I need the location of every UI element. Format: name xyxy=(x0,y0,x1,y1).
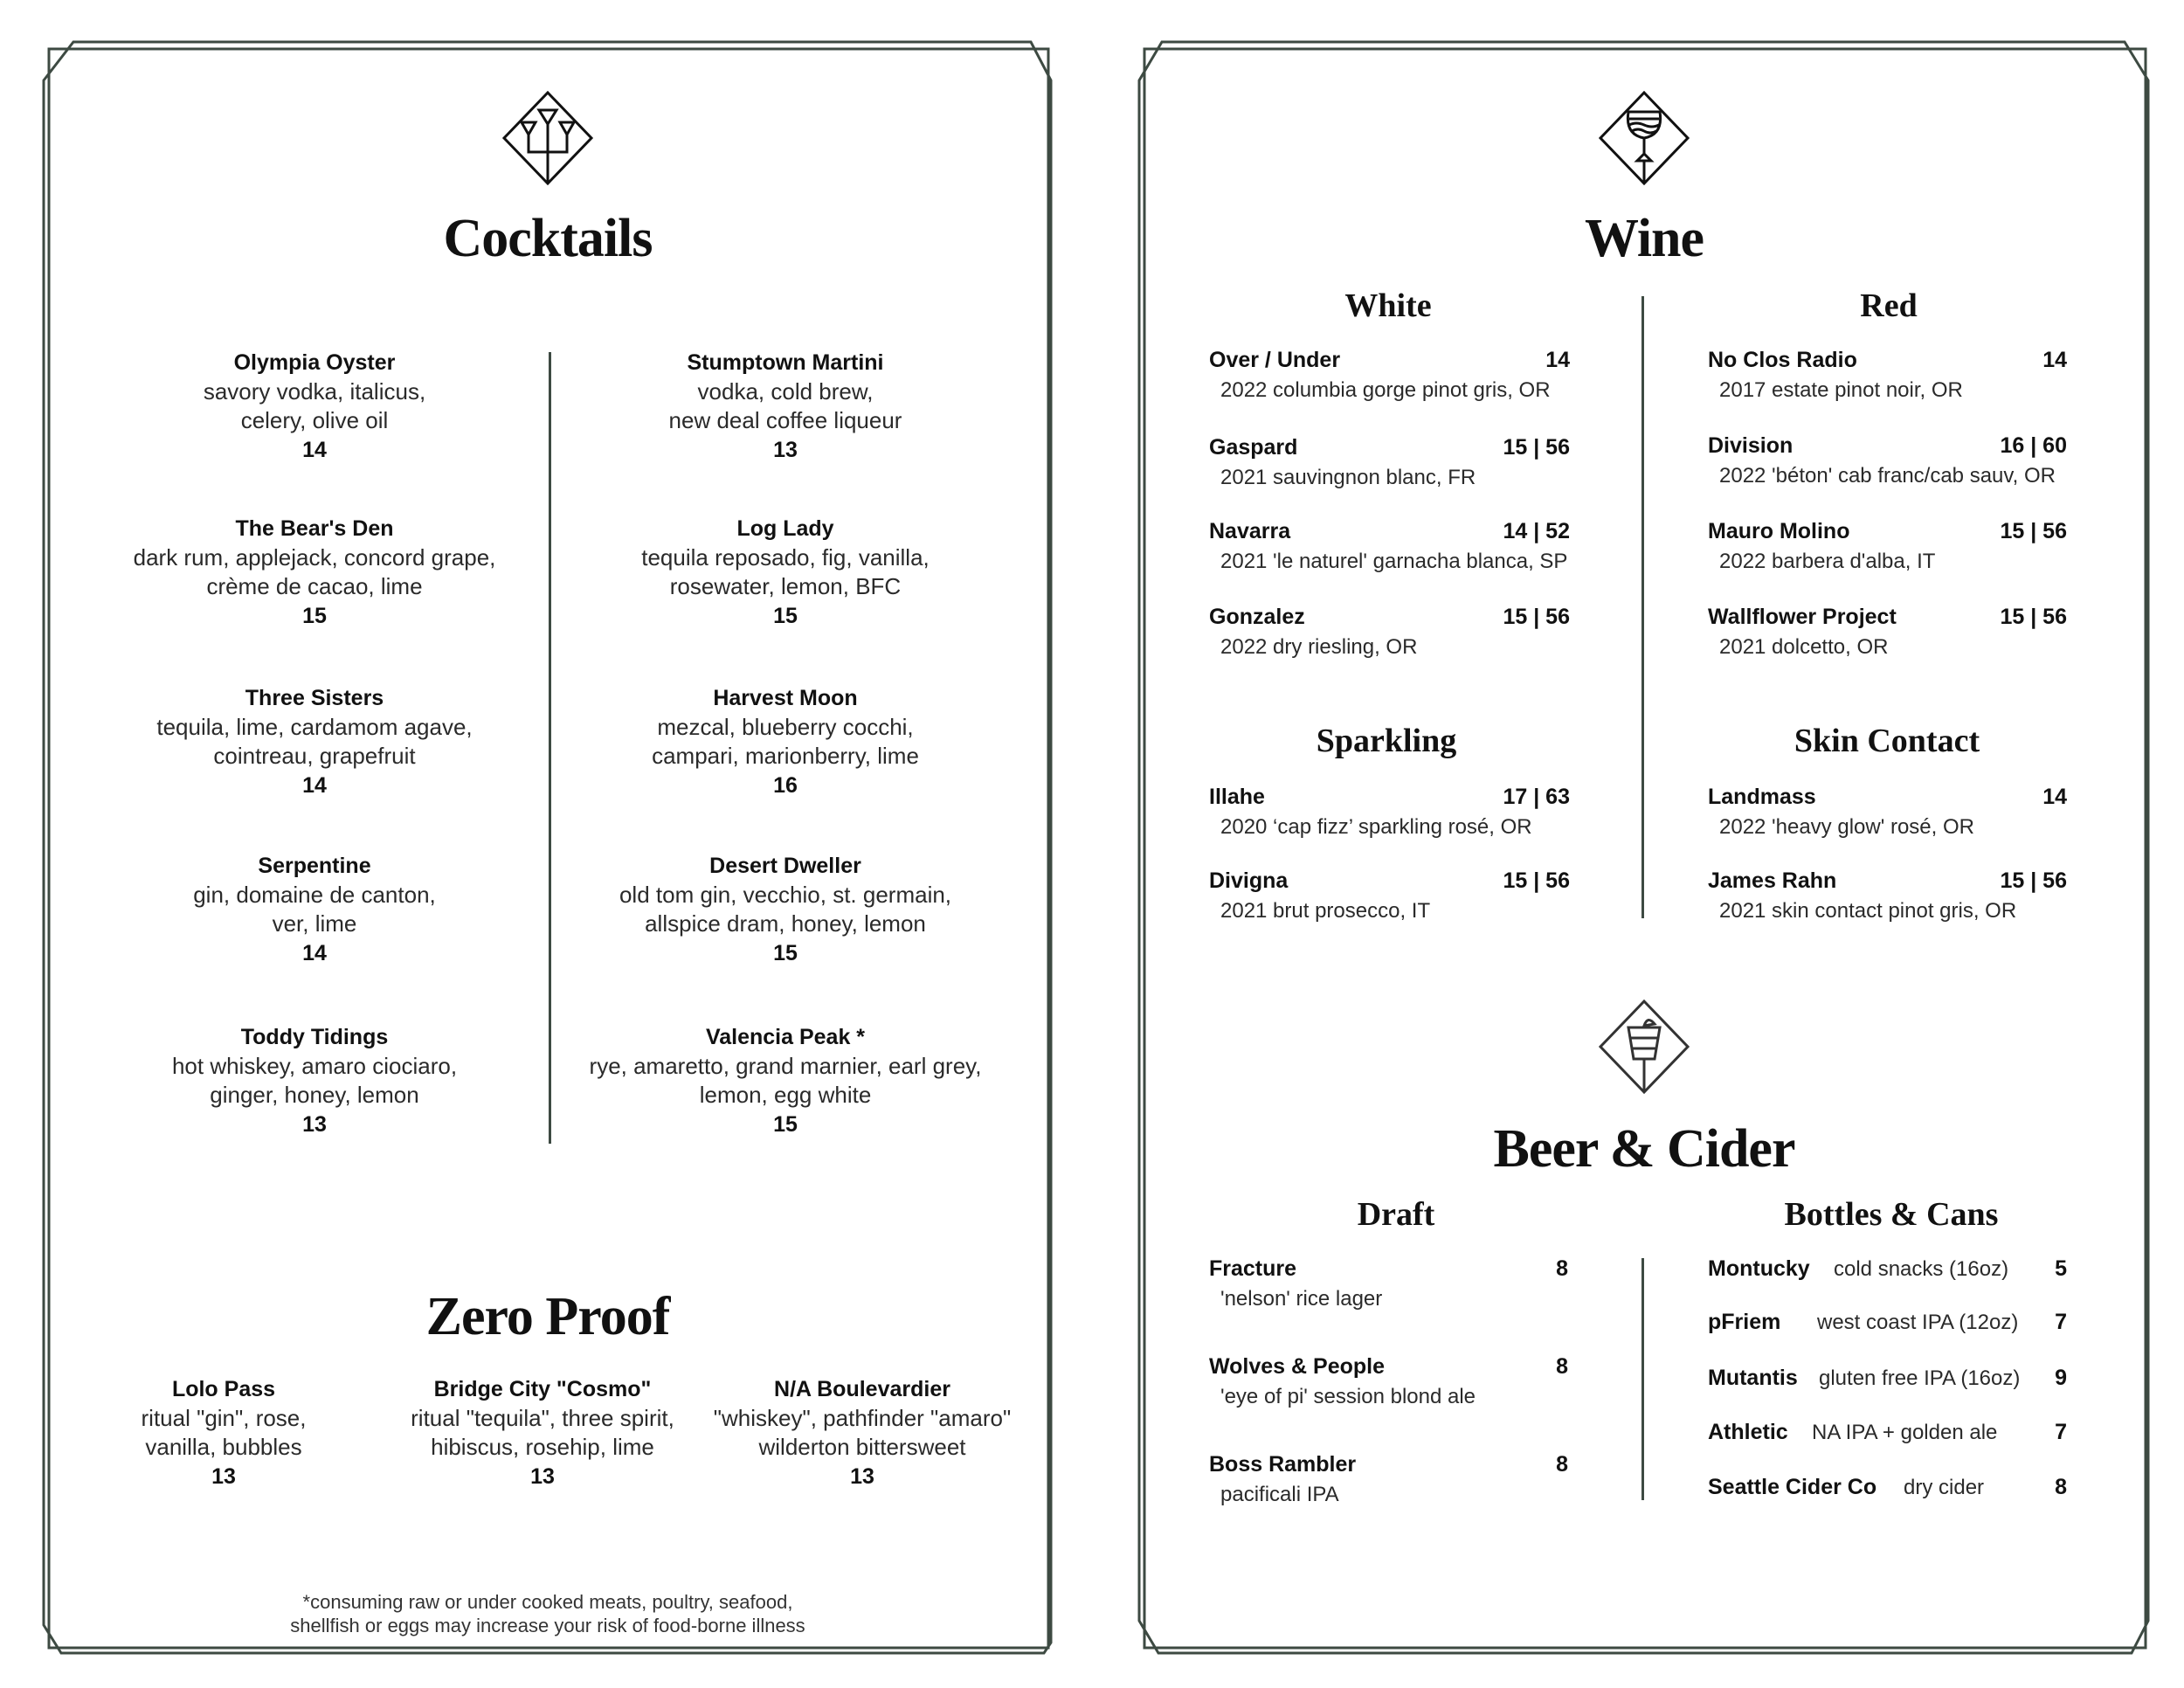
wine-description: 2022 columbia gorge pinot gris, OR xyxy=(1220,378,1551,402)
wine-section-title: Sparkling xyxy=(1316,723,1457,759)
cocktail-name: Toddy Tidings xyxy=(240,1025,389,1049)
wine-price: 14 xyxy=(2042,348,2067,372)
cocktail-description: celery, olive oil xyxy=(240,407,389,433)
zero-proof-title: Zero Proof xyxy=(425,1287,670,1346)
bottle-description: cold snacks (16oz) xyxy=(1834,1257,2009,1281)
cocktail-description: ginger, honey, lemon xyxy=(210,1082,419,1108)
wine-title: Wine xyxy=(1584,209,1704,268)
cocktail-item xyxy=(619,851,951,968)
wine-name: Navarra xyxy=(1209,519,1291,543)
cocktail-price: 14 xyxy=(302,438,327,462)
beer-name: Fracture xyxy=(1209,1256,1297,1281)
bottle-price: 9 xyxy=(2055,1366,2067,1390)
cocktail-description: "whiskey", pathfinder "amaro" xyxy=(713,1405,1012,1431)
wine-price: 15 | 56 xyxy=(1503,868,1570,893)
beer-name: Boss Rambler xyxy=(1209,1452,1357,1477)
wine-description: 2022 barbera d'alba, IT xyxy=(1719,550,1936,573)
bottle-name: Athletic xyxy=(1708,1420,1788,1444)
cocktail-description: dark rum, applejack, concord grape, xyxy=(133,544,496,571)
cocktail-name: Olympia Oyster xyxy=(233,350,396,375)
beer-price: 8 xyxy=(1556,1452,1568,1477)
cocktail-glasses-icon xyxy=(501,91,595,185)
wine-price: 16 | 60 xyxy=(2000,433,2067,458)
cocktail-description: vanilla, bubbles xyxy=(145,1434,302,1460)
beer-description: 'eye of pi' session blond ale xyxy=(1220,1385,1476,1408)
cocktail-description: gin, domaine de canton, xyxy=(193,882,436,908)
wine-price: 14 xyxy=(1545,348,1570,372)
wine-section-title: Red xyxy=(1860,287,1918,324)
cocktail-name: N/A Boulevardier xyxy=(774,1377,950,1401)
cocktail-description: ritual "tequila", three spirit, xyxy=(411,1405,674,1431)
cocktail-description: cointreau, grapefruit xyxy=(213,743,416,769)
cocktail-price: 15 xyxy=(773,941,798,965)
wine-name: Wallflower Project xyxy=(1708,605,1897,629)
wine-name: Divigna xyxy=(1209,868,1289,893)
cocktail-description: old tom gin, vecchio, st. germain, xyxy=(619,882,952,908)
wine-description: 2021 dolcetto, OR xyxy=(1719,635,1889,659)
wine-price: 14 xyxy=(2042,785,2067,809)
bottle-name: Montucky xyxy=(1708,1256,1810,1281)
cocktail-price: 15 xyxy=(302,604,327,628)
cocktail-description: tequila reposado, fig, vanilla, xyxy=(641,544,930,571)
cocktail-price: 15 xyxy=(773,1112,798,1137)
footnote xyxy=(290,1590,805,1637)
cocktail-item xyxy=(134,514,496,631)
beer-glass-icon xyxy=(1597,1000,1691,1094)
cocktail-name: Harvest Moon xyxy=(713,686,858,710)
bottle-price: 5 xyxy=(2055,1256,2067,1281)
wine-price: 15 | 56 xyxy=(1503,435,1570,460)
wine-name: Illahe xyxy=(1209,785,1265,809)
cocktails-divider xyxy=(549,352,551,1144)
wine-name: Division xyxy=(1708,433,1794,458)
wine-name: Over / Under xyxy=(1209,348,1341,372)
wine-name: Landmass xyxy=(1708,785,1816,809)
wine-description: 2022 'heavy glow' rosé, OR xyxy=(1719,815,1974,839)
wine-description: 2022 dry riesling, OR xyxy=(1220,635,1418,659)
cocktail-description: rosewater, lemon, BFC xyxy=(669,573,902,599)
cocktail-price: 13 xyxy=(850,1464,874,1489)
wine-name: Gaspard xyxy=(1209,435,1298,460)
cocktail-description: savory vodka, italicus, xyxy=(203,378,426,405)
footnote-line: shellfish or eggs may increase your risk of food-borne illness xyxy=(290,1615,805,1636)
cocktail-description: vodka, cold brew, xyxy=(697,378,874,405)
cocktail-item xyxy=(714,1374,1011,1491)
cocktail-price: 14 xyxy=(302,773,327,798)
bottle-price: 8 xyxy=(2055,1475,2067,1499)
cocktail-name: Three Sisters xyxy=(245,686,384,710)
wine-name: No Clos Radio xyxy=(1708,348,1857,372)
bottle-description: west coast IPA (12oz) xyxy=(1817,1311,2019,1334)
cocktail-name: Log Lady xyxy=(736,516,834,541)
beer-cider-title: Beer & Cider xyxy=(1493,1119,1795,1179)
cocktail-description: crème de cacao, lime xyxy=(206,573,423,599)
beer-description: pacificali IPA xyxy=(1220,1483,1339,1506)
cocktail-description: wilderton bittersweet xyxy=(758,1434,966,1460)
cocktail-name: Serpentine xyxy=(258,854,371,878)
beer-price: 8 xyxy=(1556,1256,1568,1281)
cocktail-item xyxy=(669,348,902,465)
cocktail-name: Stumptown Martini xyxy=(687,350,884,375)
cocktail-price: 13 xyxy=(773,438,798,462)
cocktail-item xyxy=(641,514,930,631)
wine-price: 17 | 63 xyxy=(1503,785,1570,809)
cocktail-description: campari, marionberry, lime xyxy=(652,743,919,769)
cocktail-description: lemon, egg white xyxy=(699,1082,872,1108)
cocktail-name: Lolo Pass xyxy=(171,1377,276,1401)
beer-divider xyxy=(1641,1258,1644,1500)
wine-description: 2020 ‘cap fizz’ sparkling rosé, OR xyxy=(1220,815,1532,839)
wine-description: 2021 brut prosecco, IT xyxy=(1220,899,1431,923)
cocktail-description: allspice dram, honey, lemon xyxy=(645,910,926,937)
cocktail-name: The Bear's Den xyxy=(235,516,394,541)
wine-glass-icon xyxy=(1597,91,1691,185)
wine-price: 15 | 56 xyxy=(1503,605,1570,629)
cocktail-name: Desert Dweller xyxy=(709,854,861,878)
cocktail-description: mezcal, blueberry cocchi, xyxy=(657,714,914,740)
cocktail-description: ver, lime xyxy=(272,910,357,937)
bottle-description: NA IPA + golden ale xyxy=(1812,1421,1998,1444)
cocktail-item xyxy=(652,683,919,800)
wine-price: 15 | 56 xyxy=(2000,519,2067,543)
bottles-cans-title: Bottles & Cans xyxy=(1784,1196,1999,1233)
cocktail-description: ritual "gin", rose, xyxy=(141,1405,307,1431)
bottle-price: 7 xyxy=(2055,1310,2067,1334)
beer-name: Wolves & People xyxy=(1209,1354,1385,1379)
cocktail-description: hibiscus, rosehip, lime xyxy=(431,1434,654,1460)
wine-divider xyxy=(1641,296,1644,918)
wine-name: Gonzalez xyxy=(1209,605,1305,629)
wine-name: Mauro Molino xyxy=(1708,519,1850,543)
bottle-name: Mutantis xyxy=(1708,1366,1798,1390)
beer-description: 'nelson' rice lager xyxy=(1220,1287,1383,1311)
wine-description: 2017 estate pinot noir, OR xyxy=(1719,378,1963,402)
bottle-description: dry cider xyxy=(1904,1476,1985,1499)
wine-description: 2021 'le naturel' garnacha blanca, SP xyxy=(1220,550,1568,573)
cocktail-item xyxy=(204,348,425,465)
cocktail-price: 15 xyxy=(773,604,798,628)
bottle-name: pFriem xyxy=(1708,1310,1781,1334)
wine-section-title: Skin Contact xyxy=(1794,723,1980,759)
wine-name: James Rahn xyxy=(1708,868,1837,893)
cocktail-item xyxy=(193,851,436,968)
wine-description: 2022 'béton' cab franc/cab sauv, OR xyxy=(1719,464,2056,488)
cocktail-description: rye, amaretto, grand marnier, earl grey, xyxy=(589,1053,982,1079)
cocktail-item xyxy=(172,1022,457,1139)
draft-title: Draft xyxy=(1357,1196,1435,1233)
wine-description: 2021 skin contact pinot gris, OR xyxy=(1719,899,2017,923)
wine-description: 2021 sauvingnon blanc, FR xyxy=(1220,466,1476,489)
cocktail-item xyxy=(142,1374,307,1491)
bottle-description: gluten free IPA (16oz) xyxy=(1819,1366,2021,1390)
cocktails-title: Cocktails xyxy=(443,209,653,268)
cocktail-description: hot whiskey, amaro ciociaro, xyxy=(171,1053,458,1079)
cocktail-price: 16 xyxy=(773,773,798,798)
cocktail-name: Bridge City "Cosmo" xyxy=(433,1377,652,1401)
cocktail-description: new deal coffee liqueur xyxy=(668,407,902,433)
cocktail-name: Valencia Peak * xyxy=(705,1025,866,1049)
cocktail-price: 13 xyxy=(211,1464,236,1489)
bottle-price: 7 xyxy=(2055,1420,2067,1444)
cocktail-item xyxy=(590,1022,982,1139)
beer-price: 8 xyxy=(1556,1354,1568,1379)
cocktail-price: 13 xyxy=(302,1112,327,1137)
cocktail-description: tequila, lime, cardamom agave, xyxy=(156,714,473,740)
wine-price: 15 | 56 xyxy=(2000,605,2067,629)
bottle-name: Seattle Cider Co xyxy=(1708,1475,1877,1499)
wine-section-title: White xyxy=(1344,287,1432,324)
cocktail-price: 13 xyxy=(530,1464,555,1489)
cocktail-item xyxy=(156,683,472,800)
wine-price: 15 | 56 xyxy=(2000,868,2067,893)
cocktail-item xyxy=(411,1374,674,1491)
footnote-line: *consuming raw or under cooked meats, poultry, seafood, xyxy=(302,1591,793,1613)
wine-price: 14 | 52 xyxy=(1503,519,1570,543)
cocktail-price: 14 xyxy=(302,941,327,965)
